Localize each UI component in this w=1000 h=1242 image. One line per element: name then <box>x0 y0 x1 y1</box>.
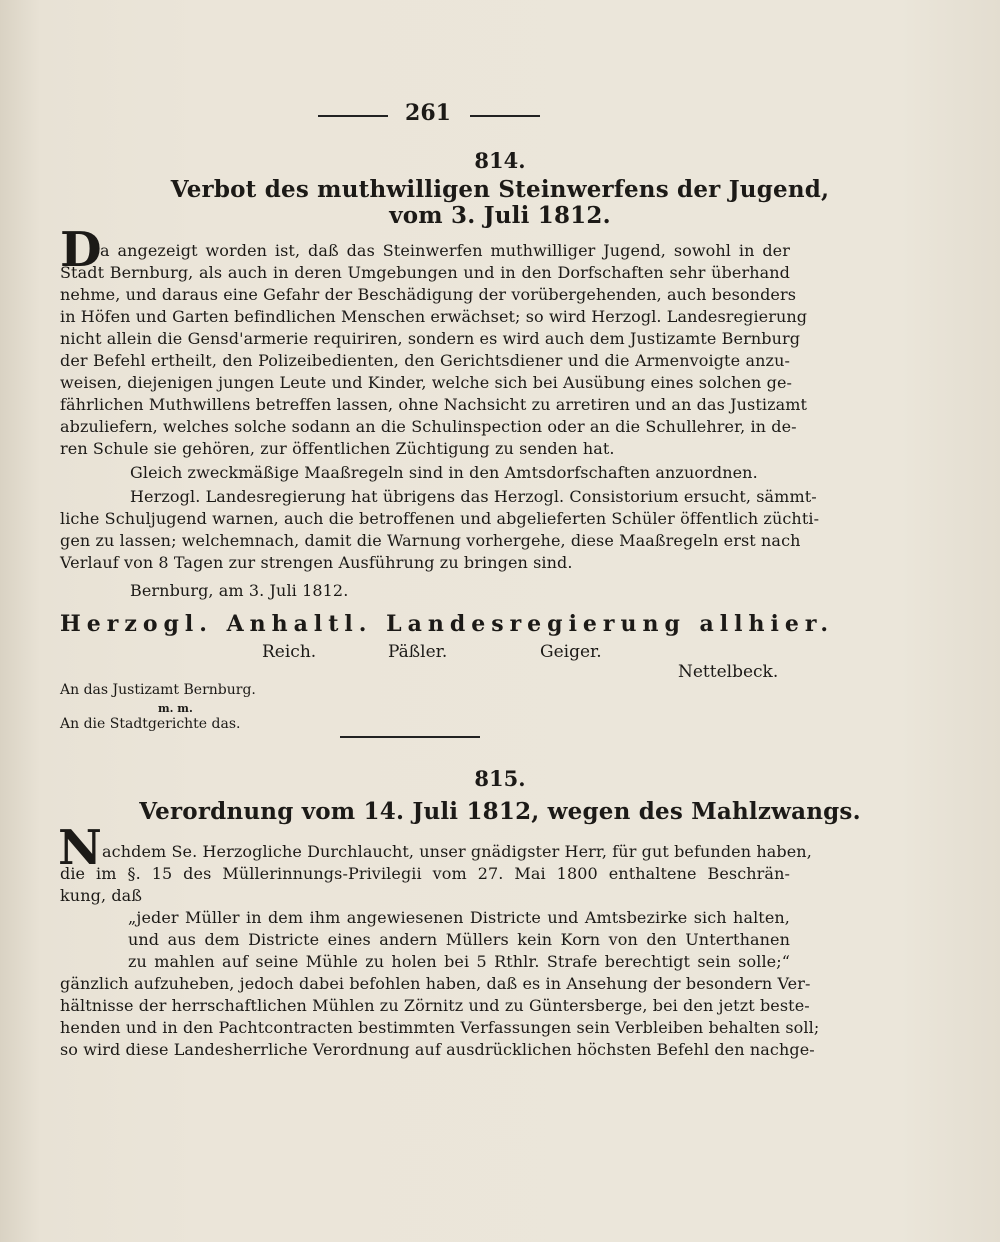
addressee-stadtgerichte: An die Stadtgerichte das. <box>60 716 241 732</box>
body-line: so wird diese Landesherrliche Verordnung auf ausdrücklichen höchsten Befehl den nachge- <box>60 1040 815 1059</box>
section-815-number: 815. <box>474 766 526 791</box>
paragraph-3-line: liche Schuljugend warnen, auch die betroffenen und abgelieferten Schüler öffentlich züchti- <box>60 509 820 528</box>
body-line: achdem Se. Herzogliche Durchlaucht, unser gnädigster Herr, für gut befunden haben, <box>102 842 812 861</box>
body-line: abzuliefern, welches solche sodann an die Schulinspection oder an die Schullehrer, in de- <box>60 417 797 436</box>
body-line: Stadt Bernburg, als auch in deren Umgebungen und in den Dorfschaften sehr überhand <box>60 263 790 282</box>
paragraph-3-line: Verlauf von 8 Tagen zur strengen Ausführung zu bringen sind. <box>60 553 573 572</box>
drop-cap-d: D <box>60 222 102 278</box>
paragraph-3-line: gen zu lassen; welchemnach, damit die Warnung vorhergehe, diese Maaßregeln erst nach <box>60 531 801 550</box>
drop-cap-n: N <box>58 820 102 876</box>
body-line: a angezeigt worden ist, daß das Steinwerfen muthwilliger Jugend, sowohl in der <box>100 241 790 260</box>
section-814-title-line-2: vom 3. Juli 1812. <box>389 202 611 229</box>
signature-paessler: Päßler. <box>388 642 448 662</box>
place-date: Bernburg, am 3. Juli 1812. <box>130 581 349 600</box>
body-line: der Befehl ertheilt, den Polizeibedienten, den Gerichtsdiener und die Armenvoigte anzu- <box>60 351 790 370</box>
page-header <box>0 98 1000 130</box>
header-rule-left <box>318 115 388 117</box>
paragraph-3-line: Herzogl. Landesregierung hat übrigens das Herzogl. Consistorium ersucht, sämmt- <box>130 487 817 506</box>
quote-line: „jeder Müller in dem ihm angewiesenen Districte und Amtsbezirke sich halten, <box>128 908 790 927</box>
authority-heading: Herzogl. Anhaltl. Landesregierung allhier. <box>60 611 835 637</box>
addressee-justizamt: An das Justizamt Bernburg. <box>60 682 256 698</box>
body-line: nehme, und daraus eine Gefahr der Beschädigung der vorübergehenden, auch besonders <box>60 285 797 304</box>
header-rule-right <box>470 115 540 117</box>
quote-line: zu mahlen auf seine Mühle zu holen bei 5 Rthlr. Strafe berechtigt sein solle;“ <box>128 952 790 971</box>
body-line: die im §. 15 des Müllerinnungs-Privilegii vom 27. Mai 1800 enthaltene Beschrän- <box>60 864 790 883</box>
body-line: gänzlich aufzuheben, jedoch dabei befohlen haben, daß es in Ansehung der besondern Ver- <box>60 974 811 993</box>
section-divider <box>340 736 480 738</box>
signature-geiger: Geiger. <box>540 642 602 662</box>
mm-mark: m. m. <box>158 702 193 715</box>
body-line: henden und in den Pachtcontracten bestimmten Verfassungen sein Verbleiben behalten soll; <box>60 1018 820 1037</box>
page-number: 261 <box>405 100 451 126</box>
body-line: hältnisse der herrschaftlichen Mühlen zu Zörnitz und zu Güntersberge, bei den jetzt beste- <box>60 996 810 1015</box>
signature-reich: Reich. <box>262 642 317 662</box>
quote-line: und aus dem Districte eines andern Müllers kein Korn von den Unterthanen <box>128 930 790 949</box>
body-line: fährlichen Muthwillens betreffen lassen, ohne Nachsicht zu arretiren und an das Justizamt <box>60 395 808 414</box>
paragraph-2: Gleich zweckmäßige Maaßregeln sind in den Amtsdorfschaften anzuordnen. <box>130 463 758 482</box>
body-line: kung, daß <box>60 886 143 905</box>
body-line: ren Schule sie gehören, zur öffentlichen Züchtigung zu senden hat. <box>60 439 615 458</box>
body-line: in Höfen und Garten befindlichen Menschen erwächset; so wird Herzogl. Landesregierung <box>60 307 808 326</box>
section-815-title: Verordnung vom 14. Juli 1812, wegen des Mahlzwangs. <box>139 798 861 825</box>
section-814-number: 814. <box>474 148 526 173</box>
section-814-title-line-1: Verbot des muthwilligen Steinwerfens der Jugend, <box>170 176 830 203</box>
signature-nettelbeck: Nettelbeck. <box>678 662 779 682</box>
body-line: nicht allein die Gensd'armerie requiriren, sondern es wird auch dem Justizamte Bernburg <box>60 329 801 348</box>
body-line: weisen, diejenigen jungen Leute und Kinder, welche sich bei Ausübung eines solchen ge- <box>60 373 793 392</box>
